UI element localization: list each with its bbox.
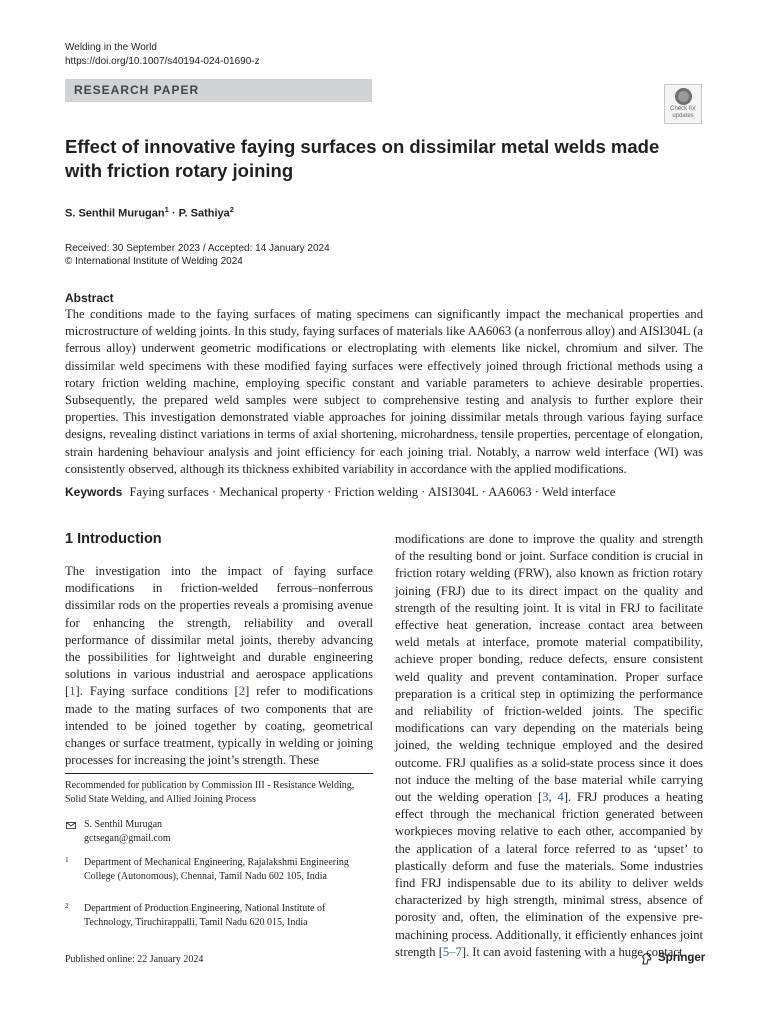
received-accepted-dates: Received: 30 September 2023 / Accepted: 14 January 2024 bbox=[65, 243, 330, 254]
springer-horse-icon bbox=[640, 952, 654, 966]
introduction-right-column bbox=[395, 531, 703, 961]
corresponding-author-name: S. Senthil Murugan bbox=[84, 819, 163, 830]
author-affiliation-mark: 2 bbox=[229, 205, 234, 214]
citation-link[interactable]: 2 bbox=[238, 684, 246, 699]
doi-link[interactable]: https://doi.org/10.1007/s40194-024-01690-z bbox=[65, 56, 260, 67]
affiliation-number: 2 bbox=[65, 901, 69, 910]
paragraph-text: ]. Faying surface conditions [ bbox=[75, 684, 239, 699]
author-affiliation-mark: 1 bbox=[164, 205, 169, 214]
citation-link[interactable]: 4 bbox=[557, 790, 564, 805]
abstract-heading: Abstract bbox=[65, 291, 114, 305]
paragraph-text: ]. FRJ produces a heating effect through the mechanical friction generated between workpieces moving relative to each other, accompanied by the application of a lateral force referred to as ‘upset’ to plastically deform and fuse the materials. Some industries find FRJ indispensable due to its ability to deliver welds characterized by high strength, minimal stress, absence of porosity and, often, the elimination of the expensive pre-machining process. Additionally, it efficiently enhances joint strength [ bbox=[395, 790, 703, 959]
published-online-date: Published online: 22 January 2024 bbox=[65, 954, 204, 965]
abstract-text: The conditions made to the faying surfaces of mating specimens can significantly impact the mechanical properties and microstructure of welding joints. In this study, faying surfaces of materials like AA6063 (a nonferrous alloy) and AISI304L (a ferrous alloy) underwent geometric modifications or electroplating with elements like nickel, chromium and silver. The dissimilar weld specimens with these modified faying surfaces were effectively joined through frictional methods using a rotary friction welding machine, employing specific constant and variable parameters to achieve desirable properties. Subsequently, the prepared weld samples were subject to comprehensive testing and analysis to further explore their properties. This investigation demonstrated viable approaches for joining dissimilar metals through various faying surface designs, revealing distinct variations in terms of axial shortening, microhardness, tensile properties, percentage of elongation, strain hardening behaviour analysis and joint efficiency for each joining trial. Notably, a narrow weld interface (WI) was consistently observed, although its thickness exhibited variability in accordance with the applied modifications. bbox=[65, 307, 703, 476]
paper-type-banner bbox=[65, 79, 372, 102]
author-name[interactable]: P. Sathiya bbox=[178, 207, 230, 220]
paragraph-text: modifications are done to improve the quality and strength of the resulting bond or joint. Surface condition is crucial in friction rotary welding (FRW), also known as friction rotary joining (FRJ) due to its direct impact on the quality and strength of the resulting joint. It is vital in FRJ to facilitate effective heat generation, increase contact area between weld metals at interface, promote material compatibility, achieve proper bonding, reduce defects, ensure consistent weld quality and prevent contamination. Proper surface preparation is a critical step in optimizing the performance and reliability of friction-welded joints. The specific modifications can vary depending on the materials being joined, the welding technique employed and the desired outcome. FRJ qualifies as a solid-state process since it does not induce the melting of the base material while carrying out the welding operation [ bbox=[395, 532, 703, 805]
corresponding-author bbox=[84, 818, 171, 845]
author-list bbox=[65, 205, 234, 220]
keywords-list: Faying surfaces · Mechanical property · Friction welding · AISI304L · AA6063 · Weld interface bbox=[129, 485, 616, 499]
check-for-updates-label: Check for updates bbox=[670, 106, 696, 119]
section-heading-introduction: 1 Introduction bbox=[65, 531, 162, 547]
check-for-updates-icon bbox=[675, 88, 692, 105]
recommendation-note: Recommended for publication by Commission III - Resistance Welding, Solid State Welding, and Allied Joining Process bbox=[65, 780, 355, 805]
copyright-notice: © International Institute of Welding 2024 bbox=[65, 256, 243, 267]
author-name[interactable]: S. Senthil Murugan bbox=[65, 207, 165, 220]
journal-name: Welding in the World bbox=[65, 42, 157, 53]
citation-separator: , bbox=[548, 790, 558, 805]
author-separator: · bbox=[168, 207, 179, 220]
paragraph-text: ]. It can avoid fastening with a huge contact bbox=[461, 944, 683, 959]
keywords-heading: Keywords bbox=[65, 485, 123, 499]
affiliation-text: Department of Production Engineering, National Institute of Technology, Tiruchirappalli, Tamil Nadu 620 015, India bbox=[84, 903, 326, 928]
article-title: Effect of innovative faying surfaces on dissimilar metal welds made with friction rotary joining bbox=[65, 136, 660, 181]
check-for-updates-badge[interactable] bbox=[664, 84, 702, 124]
envelope-icon bbox=[66, 822, 76, 829]
paragraph-text: ] refer to modifications made to the mating surfaces of two components that are intended to be joined together by coating, geometrical changes or surface treatment, typically in welding or joining processes for increasing the joint’s strength. These bbox=[65, 684, 373, 768]
introduction-left-column bbox=[65, 563, 373, 769]
paper-type-label: RESEARCH PAPER bbox=[74, 83, 200, 97]
citation-link[interactable]: 5–7 bbox=[442, 944, 462, 959]
corresponding-author-email[interactable]: gctsegan@gmail.com bbox=[84, 832, 171, 844]
citation-link[interactable]: 1 bbox=[69, 684, 76, 699]
paragraph-text: The investigation into the impact of faying surface modifications in friction-welded ferrous–nonferrous dissimilar rods on the properties reveals a promising avenue for enhancing the strength, reliability and overall performance of dissimilar metal joints, thereby advancing the possibilities for lightweight and durable engineering solutions in various industrial and aerospace applications [ bbox=[65, 564, 373, 699]
citation-link[interactable]: 3 bbox=[542, 790, 549, 805]
footnote-divider bbox=[65, 773, 373, 774]
publisher-name: Springer bbox=[658, 952, 706, 964]
affiliation-text: Department of Mechanical Engineering, Rajalakshmi Engineering College (Autonomous), Chennai, Tamil Nadu 602 105, India bbox=[84, 857, 349, 882]
affiliation-number: 1 bbox=[65, 855, 69, 864]
keywords-line bbox=[65, 485, 705, 500]
